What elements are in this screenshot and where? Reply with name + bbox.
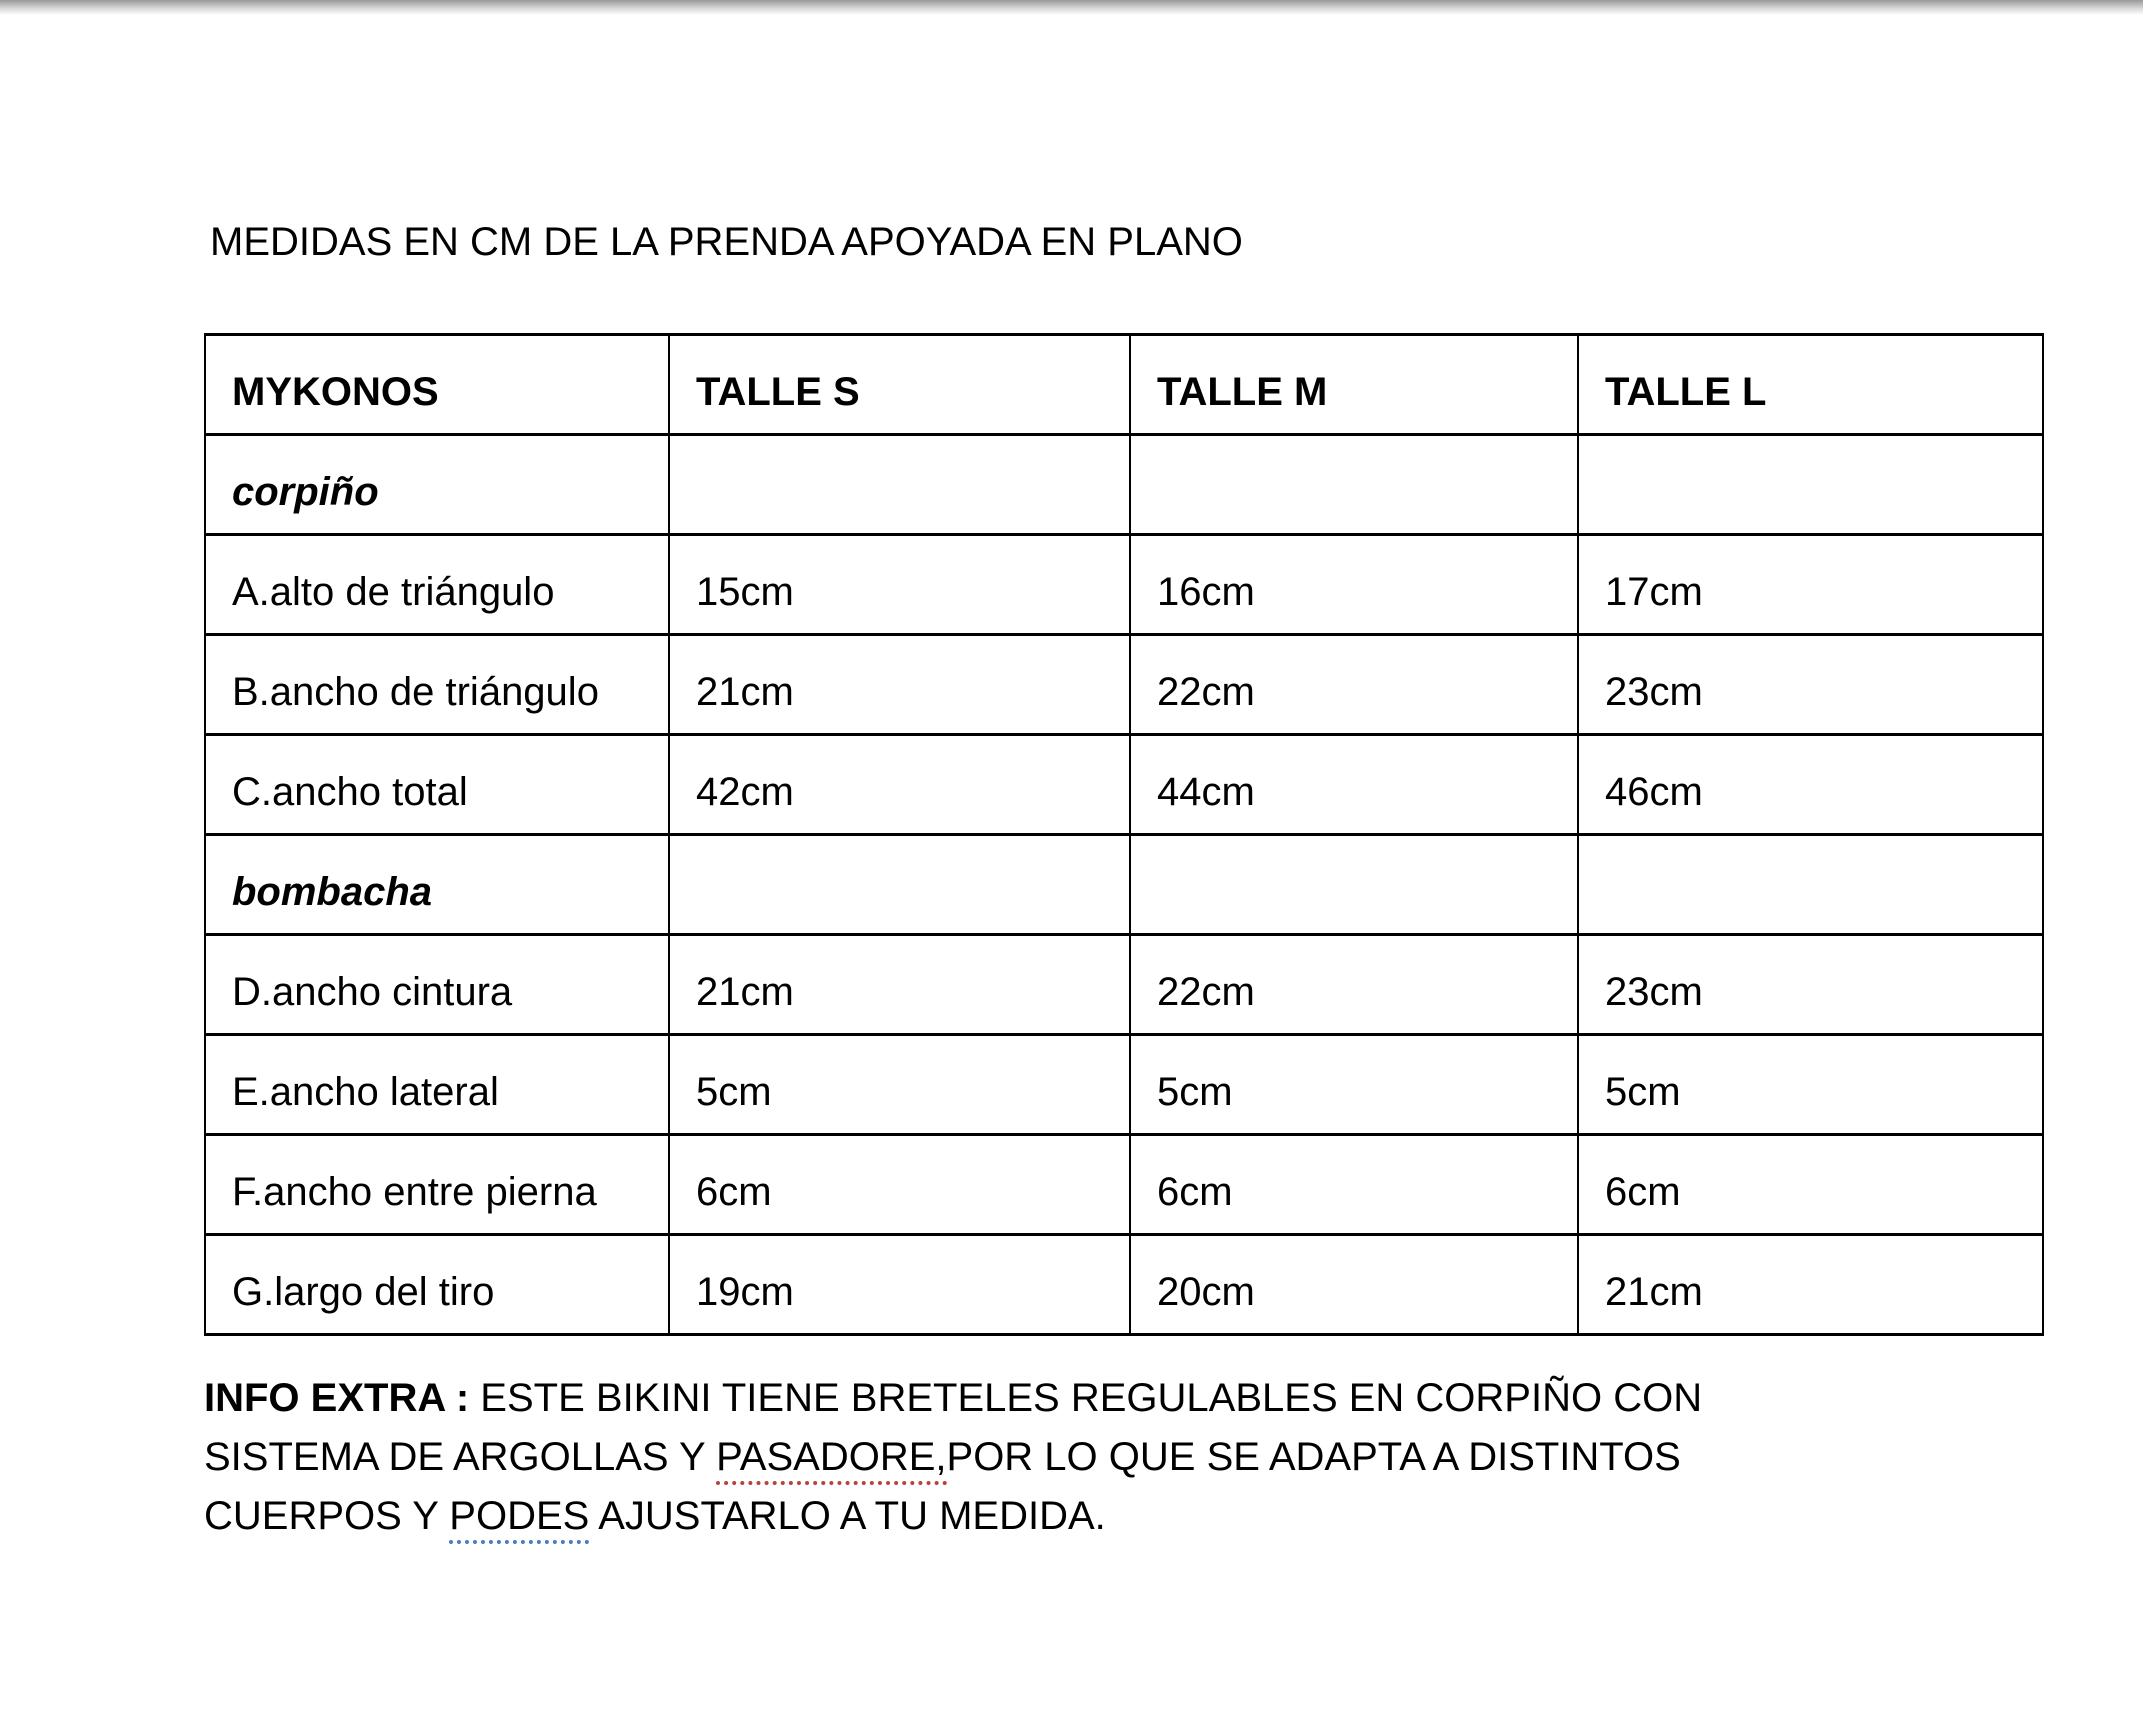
row-label: C.ancho total (205, 735, 669, 835)
info-extra-line-2 (204, 1428, 1702, 1487)
table-row-ancho-entre-pierna (205, 1135, 2043, 1235)
page-title: MEDIDAS EN CM DE LA PRENDA APOYADA EN PLANO (210, 220, 1243, 264)
value-cell (669, 435, 1130, 535)
value-cell: 22cm (1130, 635, 1578, 735)
value-cell: 16cm (1130, 535, 1578, 635)
value-cell (1578, 435, 2043, 535)
value-cell: 22cm (1130, 935, 1578, 1035)
section-label-corpino: corpiño (205, 435, 669, 535)
table-row-ancho-triangulo (205, 635, 2043, 735)
info-extra-line-3 (204, 1487, 1702, 1546)
info-extra-text: POR LO QUE SE ADAPTA A DISTINTOS (946, 1435, 1681, 1479)
info-extra-text: AJUSTARLO A TU MEDIDA. (589, 1494, 1106, 1538)
page-top-shadow (0, 0, 2143, 15)
row-label: G.largo del tiro (205, 1235, 669, 1335)
info-extra-paragraph (204, 1369, 1702, 1546)
table-row-bombacha (205, 835, 2043, 935)
value-cell: 46cm (1578, 735, 2043, 835)
column-header-talle-l: TALLE L (1578, 335, 2043, 435)
table-row-ancho-lateral (205, 1035, 2043, 1135)
info-extra-text: ESTE BIKINI TIENE BRETELES REGULABLES EN CORPIÑO CON (469, 1376, 1703, 1420)
value-cell: 21cm (669, 935, 1130, 1035)
row-label: A.alto de triángulo (205, 535, 669, 635)
table-row-ancho-cintura (205, 935, 2043, 1035)
value-cell (1578, 835, 2043, 935)
column-header-mykonos: MYKONOS (205, 335, 669, 435)
value-cell: 21cm (669, 635, 1130, 735)
table-row-corpino (205, 435, 2043, 535)
table-header-row (205, 335, 2043, 435)
row-label: B.ancho de triángulo (205, 635, 669, 735)
value-cell: 6cm (1130, 1135, 1578, 1235)
value-cell: 23cm (1578, 635, 2043, 735)
column-header-talle-m: TALLE M (1130, 335, 1578, 435)
row-label: F.ancho entre pierna (205, 1135, 669, 1235)
size-chart-table (204, 333, 2044, 1336)
spellcheck-flagged-word-blue: PODES (449, 1494, 589, 1544)
info-extra-heading: INFO EXTRA : (204, 1376, 470, 1420)
info-extra-text: SISTEMA DE ARGOLLAS Y (204, 1435, 717, 1479)
info-extra-line-1 (204, 1369, 1702, 1428)
row-label: D.ancho cintura (205, 935, 669, 1035)
value-cell (1130, 435, 1578, 535)
column-header-talle-s: TALLE S (669, 335, 1130, 435)
value-cell: 20cm (1130, 1235, 1578, 1335)
spellcheck-flagged-word-red: PASADORE, (716, 1435, 946, 1485)
value-cell: 6cm (669, 1135, 1130, 1235)
value-cell: 42cm (669, 735, 1130, 835)
value-cell: 44cm (1130, 735, 1578, 835)
value-cell: 15cm (669, 535, 1130, 635)
section-label-bombacha: bombacha (205, 835, 669, 935)
value-cell: 21cm (1578, 1235, 2043, 1335)
value-cell: 5cm (669, 1035, 1130, 1135)
info-extra-text: CUERPOS Y (204, 1494, 450, 1538)
value-cell (669, 835, 1130, 935)
value-cell: 17cm (1578, 535, 2043, 635)
value-cell: 5cm (1130, 1035, 1578, 1135)
value-cell: 19cm (669, 1235, 1130, 1335)
table-row-alto-triangulo (205, 535, 2043, 635)
table-row-largo-del-tiro (205, 1235, 2043, 1335)
value-cell: 23cm (1578, 935, 2043, 1035)
value-cell: 5cm (1578, 1035, 2043, 1135)
value-cell (1130, 835, 1578, 935)
table-row-ancho-total (205, 735, 2043, 835)
row-label: E.ancho lateral (205, 1035, 669, 1135)
value-cell: 6cm (1578, 1135, 2043, 1235)
